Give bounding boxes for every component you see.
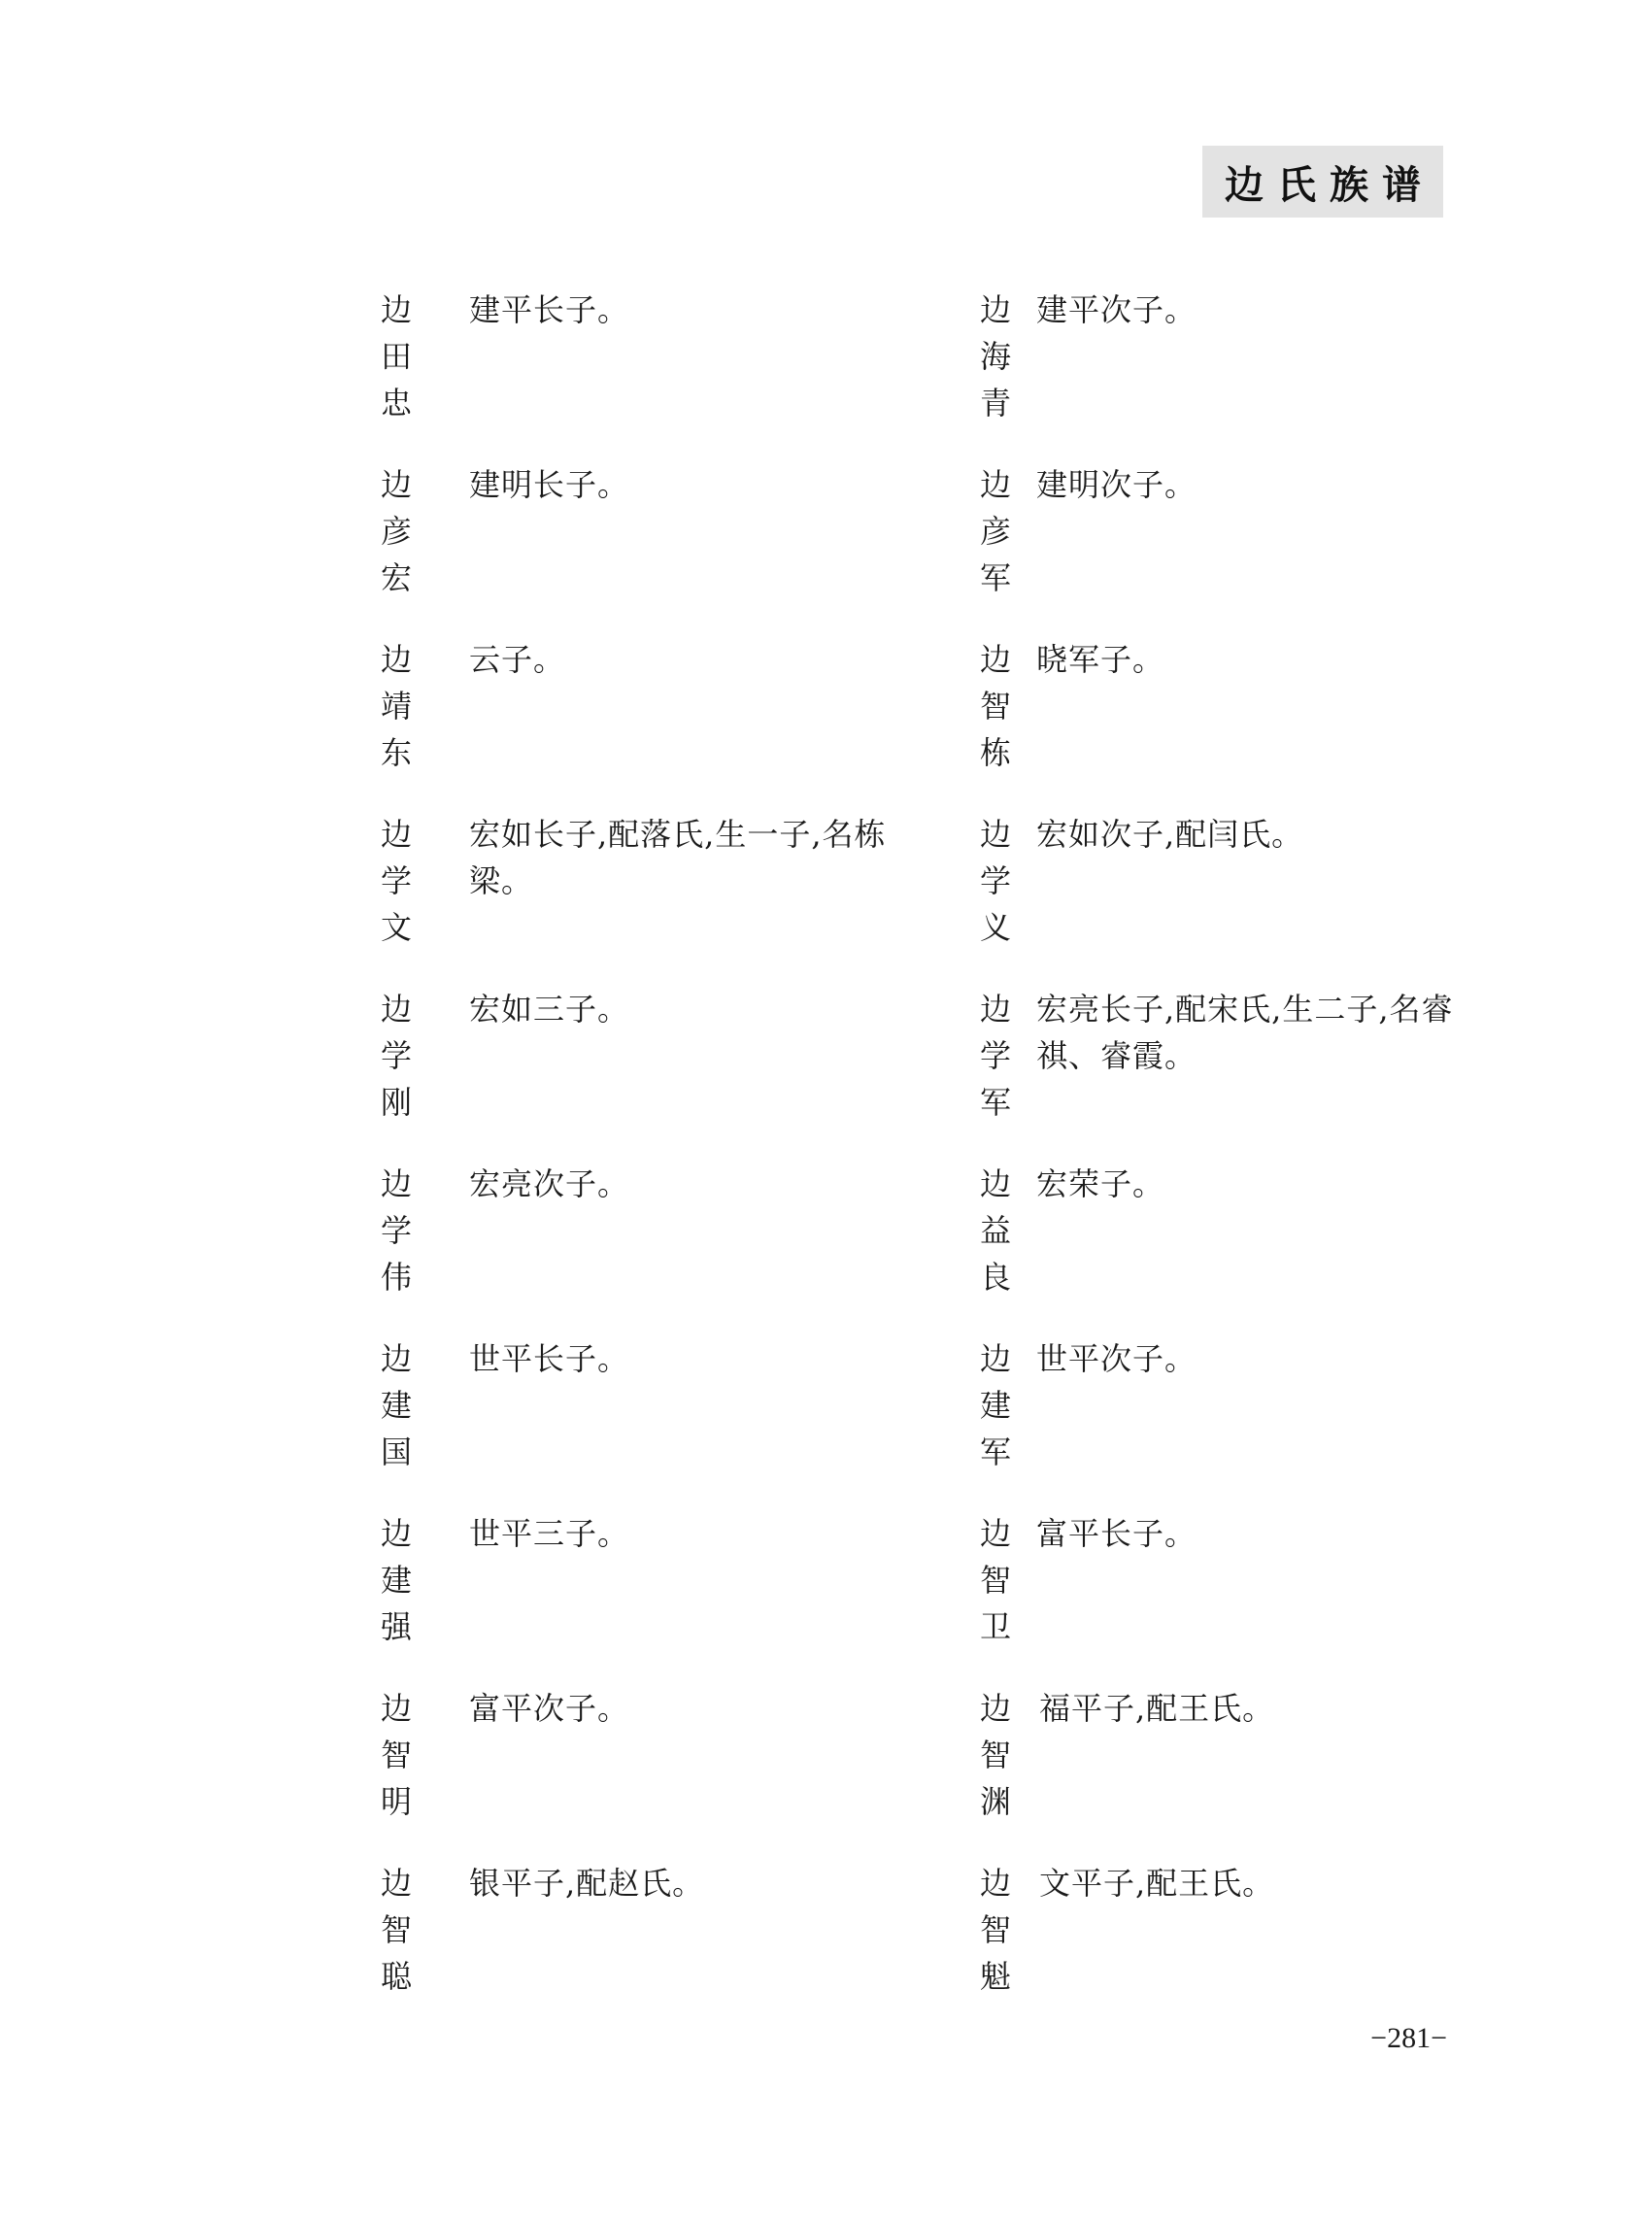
person-name: 边 智 栋: [979, 641, 1011, 771]
person-name: 边 建 强: [380, 1515, 412, 1645]
person-name: 边 彦 军: [979, 466, 1011, 596]
person-description: 宏亮次子。: [469, 1165, 630, 1202]
genealogy-entry: [976, 986, 1520, 1131]
page-number: −281−: [1370, 2022, 1447, 2054]
person-description: 世平次子。: [1036, 1340, 1197, 1377]
person-description: 富平长子。: [1036, 1515, 1197, 1552]
person-name: 边 建 军: [979, 1340, 1011, 1470]
genealogy-entry: [976, 1335, 1520, 1481]
book-title: 边氏族谱: [1225, 162, 1434, 208]
genealogy-entry: [976, 636, 1520, 782]
person-description: 宏荣子。: [1036, 1165, 1165, 1202]
person-description: 晓军子。: [1036, 641, 1165, 678]
genealogy-entry: [976, 287, 1520, 432]
person-description: 世平长子。: [469, 1340, 630, 1377]
genealogy-entry: [377, 287, 921, 432]
person-name: 边 智 聪: [380, 1865, 412, 1995]
person-description: 云子。: [469, 641, 566, 678]
person-description: 建明次子。: [1036, 466, 1197, 503]
person-description: 宏如长子,配落氏,生一子,名栋梁。: [469, 816, 887, 899]
genealogy-entry: [377, 461, 921, 607]
person-name: 边 学 军: [979, 991, 1011, 1121]
person-name: 边 海 青: [979, 291, 1011, 422]
person-name: 边 建 国: [380, 1340, 412, 1470]
page-header: [1202, 146, 1443, 218]
person-description: 建平长子。: [469, 291, 630, 328]
genealogy-entry: [377, 1510, 921, 1656]
person-name: 边 彦 宏: [380, 466, 412, 596]
genealogy-entry: [377, 811, 921, 957]
genealogy-entry: [976, 1510, 1520, 1656]
person-name: 边 智 卫: [979, 1515, 1011, 1645]
genealogy-entry: [976, 1860, 1520, 2006]
genealogy-entry: [976, 811, 1520, 957]
person-name: 边 智 渊: [979, 1690, 1011, 1820]
genealogy-entry: [976, 461, 1520, 607]
genealogy-entry: [377, 1335, 921, 1481]
person-name: 边 益 良: [979, 1165, 1011, 1296]
genealogy-entry: [377, 986, 921, 1131]
person-name: 边 靖 东: [380, 641, 412, 771]
person-name: 边 学 义: [979, 816, 1011, 946]
person-description: 世平三子。: [469, 1515, 630, 1552]
person-name: 边 智 魁: [979, 1865, 1011, 1995]
person-name: 边 学 刚: [380, 991, 412, 1121]
person-description: 富平次子。: [469, 1690, 630, 1727]
genealogy-entry: [377, 636, 921, 782]
person-name: 边 田 忠: [380, 291, 412, 422]
person-description: 宏亮长子,配宋氏,生二子,名睿祺、睿霞。: [1036, 991, 1454, 1074]
person-description: 建平次子。: [1036, 291, 1197, 328]
genealogy-entry: [377, 1860, 921, 2006]
genealogy-entry: [976, 1161, 1520, 1306]
person-description: 银平子,配赵氏。: [469, 1865, 705, 1902]
genealogy-entry: [976, 1685, 1520, 1831]
person-name: 边 学 伟: [380, 1165, 412, 1296]
genealogy-entry: [377, 1685, 921, 1831]
person-description: 宏如三子。: [469, 991, 630, 1028]
person-description: 宏如次子,配闫氏。: [1036, 816, 1304, 853]
person-name: 边 学 文: [380, 816, 412, 946]
genealogy-entry: [377, 1161, 921, 1306]
person-name: 边 智 明: [380, 1690, 412, 1820]
person-description: 建明长子。: [469, 466, 630, 503]
person-description: 福平子,配王氏。: [1039, 1690, 1275, 1727]
person-description: 文平子,配王氏。: [1039, 1865, 1275, 1902]
